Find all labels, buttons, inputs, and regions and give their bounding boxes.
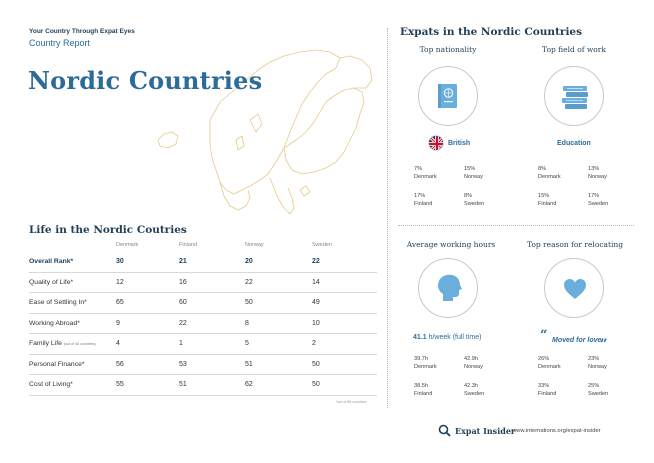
table-row <box>29 355 377 376</box>
stat-item: 23% Norway <box>588 356 607 370</box>
table-cell: 30 <box>116 258 124 265</box>
table-cell: 50 <box>245 299 253 306</box>
head-icon-circle <box>418 258 478 318</box>
stat-item: 13% Norway <box>588 166 607 180</box>
heart-icon <box>545 259 605 319</box>
section-divider <box>398 225 634 226</box>
row-label-text: Family Life <box>29 340 62 347</box>
table-cell: 21 <box>179 258 187 265</box>
row-label: Personal Finance* <box>29 360 85 368</box>
column-divider <box>387 28 388 408</box>
brand-name: Expat Insider <box>455 425 516 436</box>
table-cell: 62 <box>245 381 253 388</box>
working-hours-value: 41.1 h/week (full time) <box>413 334 482 341</box>
stat-item: 15% Norway <box>464 166 483 180</box>
row-label <box>29 340 96 347</box>
table-cell: 2 <box>312 340 316 347</box>
stat-item: 42.3h Sweden <box>464 383 485 397</box>
stat-item: 17% Finland <box>414 193 433 207</box>
table-row-overall-rank <box>29 252 377 273</box>
column-header: Finland <box>179 242 198 248</box>
table-cell: 1 <box>179 340 183 347</box>
table-cell: 4 <box>116 340 120 347</box>
table-cell: 22 <box>312 258 320 265</box>
working-hours-title: Average working hours <box>406 240 496 249</box>
stat-item: 25% Sweden <box>588 383 609 397</box>
table-cell: 49 <box>312 299 320 306</box>
row-label-note: (out of 45 countries) <box>63 342 96 346</box>
table-row <box>29 273 377 294</box>
top-nationality-value: British <box>448 140 471 147</box>
table-row <box>29 334 377 355</box>
row-label: Cost of Living* <box>29 381 73 388</box>
table-cell: 50 <box>312 360 320 368</box>
stat-item: 33% Finland <box>538 383 557 397</box>
column-header: Denmark <box>116 242 139 248</box>
table-cell: 65 <box>116 299 124 306</box>
report-subkicker: Country Report <box>29 38 91 48</box>
close-quote-icon: ” <box>600 337 608 352</box>
heart-icon-circle <box>544 258 604 318</box>
top-nationality-title: Top nationality <box>419 45 477 54</box>
table-row <box>29 375 377 396</box>
stat-item: 38.5h Finland <box>414 383 433 397</box>
table-cell: 10 <box>312 319 320 327</box>
table-cell: 16 <box>179 278 187 286</box>
table-cell: 55 <box>116 381 124 388</box>
table-footnote: *out of 65 countries <box>336 400 367 404</box>
table-cell: 22 <box>179 319 187 327</box>
table-cell: 8 <box>245 319 249 327</box>
table-cell: 51 <box>179 381 187 388</box>
row-label: Quality of Life* <box>29 278 74 286</box>
table-cell: 5 <box>245 340 249 347</box>
column-header: Norway <box>245 242 264 248</box>
top-field-title: Top field of work <box>542 45 606 54</box>
table-cell: 60 <box>179 299 187 306</box>
life-section-title: Life in the Nordic Coutries <box>29 224 187 236</box>
stat-item: 15% Finland <box>538 193 557 207</box>
magnifier-icon <box>438 424 451 437</box>
expat-insider-logo[interactable] <box>438 424 515 437</box>
stat-item: 39.7h Denmark <box>414 356 437 370</box>
books-icon-circle <box>544 66 604 126</box>
table-cell: 53 <box>179 360 187 368</box>
table-cell: 50 <box>312 381 320 388</box>
report-kicker: Your Country Through Expat Eyes <box>29 28 135 35</box>
table-cell: 20 <box>245 258 253 265</box>
relocating-value: Moved for love <box>552 337 602 344</box>
column-header: Sweden <box>312 242 332 248</box>
page-title: Nordic Countries <box>28 66 263 95</box>
ranking-table <box>29 240 377 396</box>
table-header-row <box>29 240 377 252</box>
top-field-value: Education <box>557 140 591 147</box>
stat-item: 7% Denmark <box>414 166 437 180</box>
relocating-title: Top reason for relocating <box>526 240 624 249</box>
uk-flag-icon <box>428 135 444 151</box>
row-label: Ease of Settling In* <box>29 299 87 306</box>
table-row <box>29 293 377 314</box>
stat-item: 8% Sweden <box>464 193 485 207</box>
stat-item: 8% Denmark <box>538 166 561 180</box>
table-row <box>29 314 377 335</box>
table-cell: 51 <box>245 360 253 368</box>
row-label: Overall Rank* <box>29 258 74 265</box>
row-label: Working Abroad* <box>29 319 80 327</box>
stat-item: 17% Sweden <box>588 193 609 207</box>
table-cell: 9 <box>116 319 120 327</box>
passport-icon-circle <box>418 66 478 126</box>
head-profile-icon <box>419 259 479 319</box>
table-cell: 12 <box>116 278 124 286</box>
books-icon <box>545 67 605 127</box>
passport-icon <box>419 67 479 127</box>
table-cell: 14 <box>312 278 320 286</box>
footer-url-link[interactable]: www.internations.org/expat-insider <box>512 428 601 434</box>
stat-item: 42.9h Norway <box>464 356 483 370</box>
expats-section-title: Expats in the Nordic Countries <box>400 26 583 38</box>
table-cell: 56 <box>116 360 124 368</box>
stat-item: 26% Denmark <box>538 356 561 370</box>
open-quote-icon: “ <box>540 328 548 343</box>
table-cell: 22 <box>245 278 253 286</box>
